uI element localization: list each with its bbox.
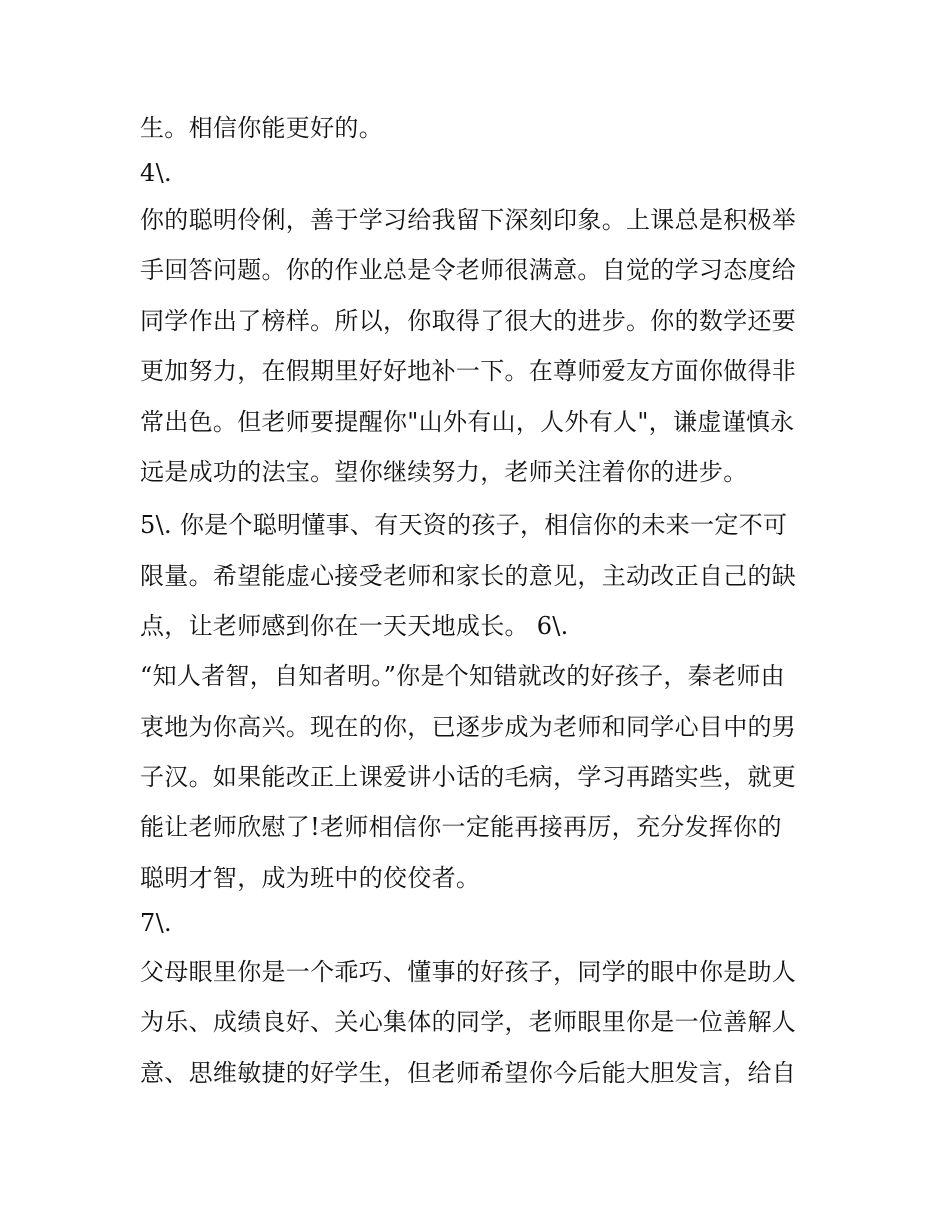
text-line: 限量。希望能虚心接受老师和家长的意见，主动改正自己的缺 bbox=[140, 562, 797, 590]
text-line: 生。相信你能更好的。 bbox=[140, 114, 383, 142]
text-line: 更加努力，在假期里好好地补一下。在尊师爱友方面你做得非 bbox=[140, 357, 797, 385]
item-number: 4\. bbox=[140, 159, 172, 187]
text-line: 远是成功的法宝。望你继续努力，老师关注着你的进步。 bbox=[140, 458, 748, 486]
text-line: 衷地为你高兴。现在的你，已逐步成为老师和同学心目中的男 bbox=[140, 713, 797, 741]
item-number: 7\. bbox=[140, 909, 172, 937]
text-line: 同学作出了榜样。所以，你取得了很大的进步。你的数学还要 bbox=[140, 307, 797, 335]
text-line: 父母眼里你是一个乖巧、懂事的好孩子，同学的眼中你是助人 bbox=[140, 958, 797, 986]
text-line: 为乐、成绩良好、关心集体的同学，老师眼里你是一位善解人 bbox=[140, 1008, 797, 1036]
text-line: 常出色。但老师要提醒你"山外有山，人外有人"，谦虚谨慎永 bbox=[140, 408, 795, 436]
text-line: 子汉。如果能改正上课爱讲小话的毛病，学习再踏实些，就更 bbox=[140, 763, 797, 791]
text-line: 意、思维敏捷的好学生，但老师希望你今后能大胆发言，给自 bbox=[140, 1059, 797, 1087]
text-line: 手回答问题。你的作业总是令老师很满意。自觉的学习态度给 bbox=[140, 256, 797, 284]
text-line: “知人者智，自知者明。”你是个知错就改的好孩子，秦老师由 bbox=[140, 662, 785, 690]
text-line: 能让老师欣慰了!老师相信你一定能再接再厉，充分发挥你的 bbox=[140, 813, 782, 841]
text-line: 点，让老师感到你在一天天地成长。 6\. bbox=[140, 612, 569, 640]
text-line: 你的聪明伶俐，善于学习给我留下深刻印象。上课总是积极举 bbox=[140, 206, 797, 234]
text-line: 聪明才智，成为班中的佼佼者。 bbox=[140, 864, 481, 892]
text-line: 5\. 你是个聪明懂事、有天资的孩子，相信你的未来一定不可 bbox=[140, 511, 788, 539]
